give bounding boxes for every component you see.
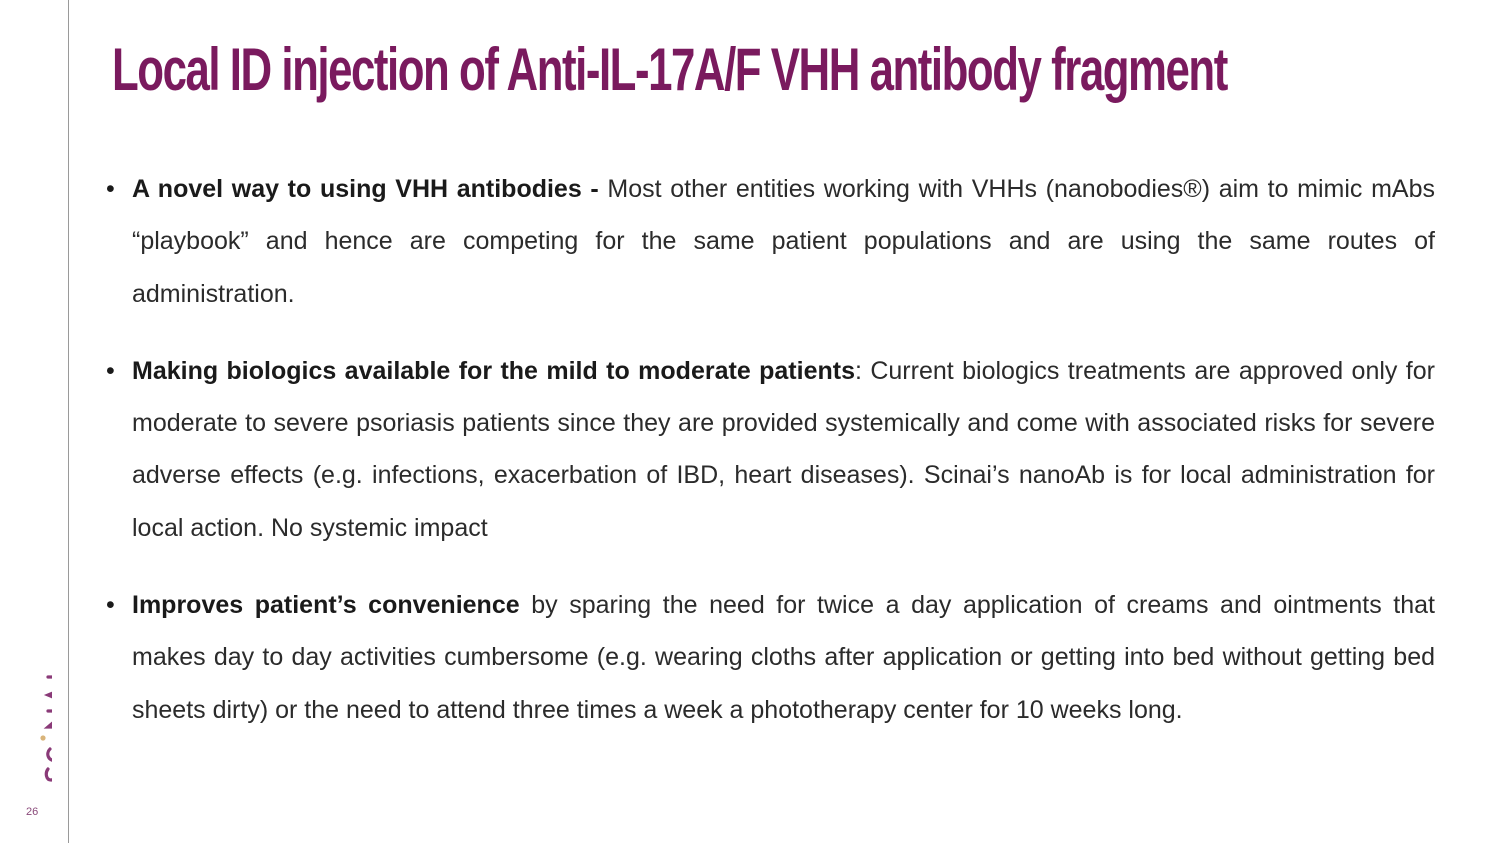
bullet-list	[104, 163, 1435, 761]
bullet-lead: Improves patient’s convenience	[132, 591, 520, 620]
bullet-item	[104, 345, 1435, 554]
bullet-icon: •	[106, 356, 115, 385]
bullet-item	[104, 163, 1435, 320]
slide-title: Local ID injection of Anti-IL-17A/F VHH antibody fragment	[112, 36, 1227, 103]
bullet-icon: •	[106, 175, 115, 203]
scinai-logo	[16, 665, 52, 785]
left-divider	[68, 0, 69, 843]
bullet-text: : Current biologics treatments are approved only for moderate to severe psoriasis patients since they are provided systemically and come with associated risks for severe adverse effects (e.g. infections, exacerbation of IBD, heart diseases). Scinai’s nanoAb is for local administration for local action. No systemic impact	[132, 356, 1435, 542]
bullet-lead: A novel way to using VHH antibodies -	[132, 175, 599, 203]
page-number: 26	[26, 806, 39, 818]
bullet-text: Most other entities working with VHHs (nanobodies®) aim to mimic mAbs “playbook” and hence are competing for the same patient populations and are using the same routes of administration.	[132, 175, 1435, 308]
bullet-lead: Making biologics available for the mild to moderate patients	[132, 356, 855, 385]
bullet-item	[104, 579, 1435, 736]
bullet-text: by sparing the need for twice a day application of creams and ointments that makes day to day activities cumbersome (e.g. wearing cloths after application or getting into bed without getting bed sheets dirty) or the need to attend three times a week a phototherapy center for 10 weeks long.	[132, 591, 1435, 724]
bullet-icon: •	[106, 591, 115, 620]
